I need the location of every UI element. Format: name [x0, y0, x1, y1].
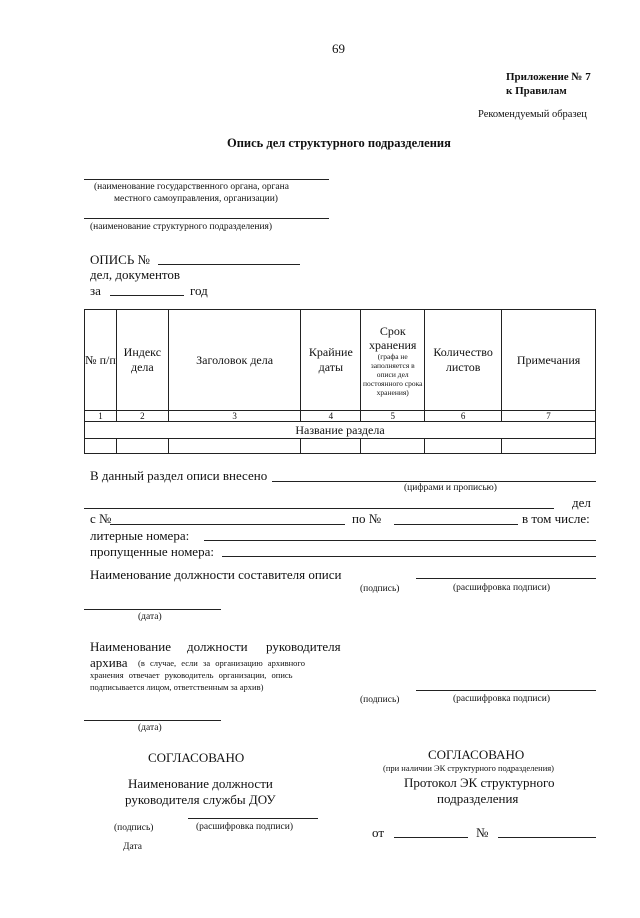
compiler-date-line [84, 609, 221, 610]
col-number: 2 [116, 411, 168, 422]
s-no-line [110, 524, 345, 525]
column-numbers-row [85, 411, 596, 422]
archive-decode-caption: (расшифровка подписи) [453, 694, 550, 704]
archive-sign-caption: (подпись) [360, 695, 400, 705]
archive-line4: подписывается лицом, ответственным за архив) [90, 682, 264, 692]
unit-name-line [84, 218, 329, 219]
archive-word3: руководителя [266, 639, 341, 654]
opis-year-line [110, 295, 184, 296]
opis-label: ОПИСЬ № [90, 252, 150, 267]
approve-left-title: СОГЛАСОВАНО [148, 750, 245, 765]
approve-right-ot: от [372, 825, 385, 840]
po-no-line [394, 524, 518, 525]
summary-digits-caption: (цифрами и прописью) [404, 483, 497, 493]
col-header-number: № п/п [85, 310, 117, 411]
storage-title: Срок хранения [369, 323, 417, 352]
summary-skipped: пропущенные номера: [90, 544, 214, 559]
compiler-label: Наименование должности составителя описи [90, 567, 342, 582]
org-caption-line1: (наименование государственного органа, органа [94, 182, 289, 192]
document-title: Опись дел структурного подразделения [227, 136, 451, 150]
archive-line3: хранения отвечает руководитель организации, опись [90, 670, 293, 680]
approve-left-date: Дата [123, 842, 142, 852]
compiler-date-caption: (дата) [138, 612, 162, 622]
summary-incl: в том числе: [522, 511, 590, 526]
table-header-row [85, 310, 596, 411]
appendix-line1: Приложение № 7 [506, 71, 591, 83]
archive-date-caption: (дата) [138, 723, 162, 733]
summary-literal: литерные номера: [90, 528, 190, 543]
col-number: 3 [168, 411, 301, 422]
compiler-sign-caption: (подпись) [360, 584, 400, 594]
literal-line [204, 540, 596, 541]
approve-right-number-line [498, 837, 596, 838]
col-header-dates: Крайние даты [301, 310, 361, 411]
approve-right-line1: Протокол ЭК структурного [404, 775, 555, 790]
archive-date-line [84, 720, 221, 721]
summary-count-line2 [84, 508, 554, 509]
archive-line2: архива [90, 655, 128, 670]
col-header-title: Заголовок дела [168, 310, 301, 411]
summary-del: дел [572, 495, 591, 510]
summary-entered: В данный раздел описи внесено [90, 468, 268, 483]
col-number: 4 [301, 411, 361, 422]
col-header-sheets: Количество листов [425, 310, 502, 411]
approve-right-line2: подразделения [437, 791, 519, 806]
approve-right-no: № [476, 825, 489, 840]
summary-count-line [272, 481, 596, 482]
approve-left-sign: (подпись) [114, 823, 154, 833]
opis-god: год [190, 283, 208, 298]
approve-left-line2: руководителя службы ДОУ [125, 792, 276, 807]
archive-word1: Наименование [90, 639, 171, 654]
col-header-storage [361, 310, 425, 411]
org-name-line [84, 179, 329, 180]
col-header-notes: Примечания [502, 310, 596, 411]
compiler-decode-line [416, 578, 596, 579]
compiler-decode-caption: (расшифровка подписи) [453, 583, 550, 593]
col-number: 1 [85, 411, 117, 422]
storage-note: (графа не заполняется в описи дел постоянного срока хранения) [362, 351, 423, 397]
col-number: 6 [425, 411, 502, 422]
summary-s-no: с № [90, 511, 112, 526]
opis-za: за [90, 283, 101, 298]
approve-right-note: (при наличии ЭК структурного подразделения) [383, 763, 554, 773]
archive-line2-small: (в случае, если за организацию архивного [138, 658, 305, 668]
page-number: 69 [332, 41, 345, 56]
appendix-line2: к Правилам [506, 85, 567, 97]
recommended-label: Рекомендуемый образец [478, 109, 587, 120]
approve-left-decode: (расшифровка подписи) [196, 822, 293, 832]
opis-line2: дел, документов [90, 267, 181, 282]
opis-number-line [158, 264, 300, 265]
approve-right-date-line [394, 837, 468, 838]
approve-left-line1: Наименование должности [128, 776, 273, 791]
archive-decode-line [416, 690, 596, 691]
table-row [85, 439, 596, 454]
col-number: 7 [502, 411, 596, 422]
section-title: Название раздела [85, 422, 596, 439]
summary-po-no: по № [352, 511, 382, 526]
archive-word2: должности [187, 639, 248, 654]
col-number: 5 [361, 411, 425, 422]
col-header-index: Индекс дела [116, 310, 168, 411]
unit-caption: (наименование структурного подразделения) [90, 222, 273, 232]
inventory-table [84, 309, 596, 454]
skipped-line [222, 556, 596, 557]
org-caption-line2: местного самоуправления, организации) [114, 194, 278, 204]
approve-right-title: СОГЛАСОВАНО [428, 747, 525, 762]
section-row [85, 422, 596, 439]
approve-left-decode-line [188, 818, 318, 819]
